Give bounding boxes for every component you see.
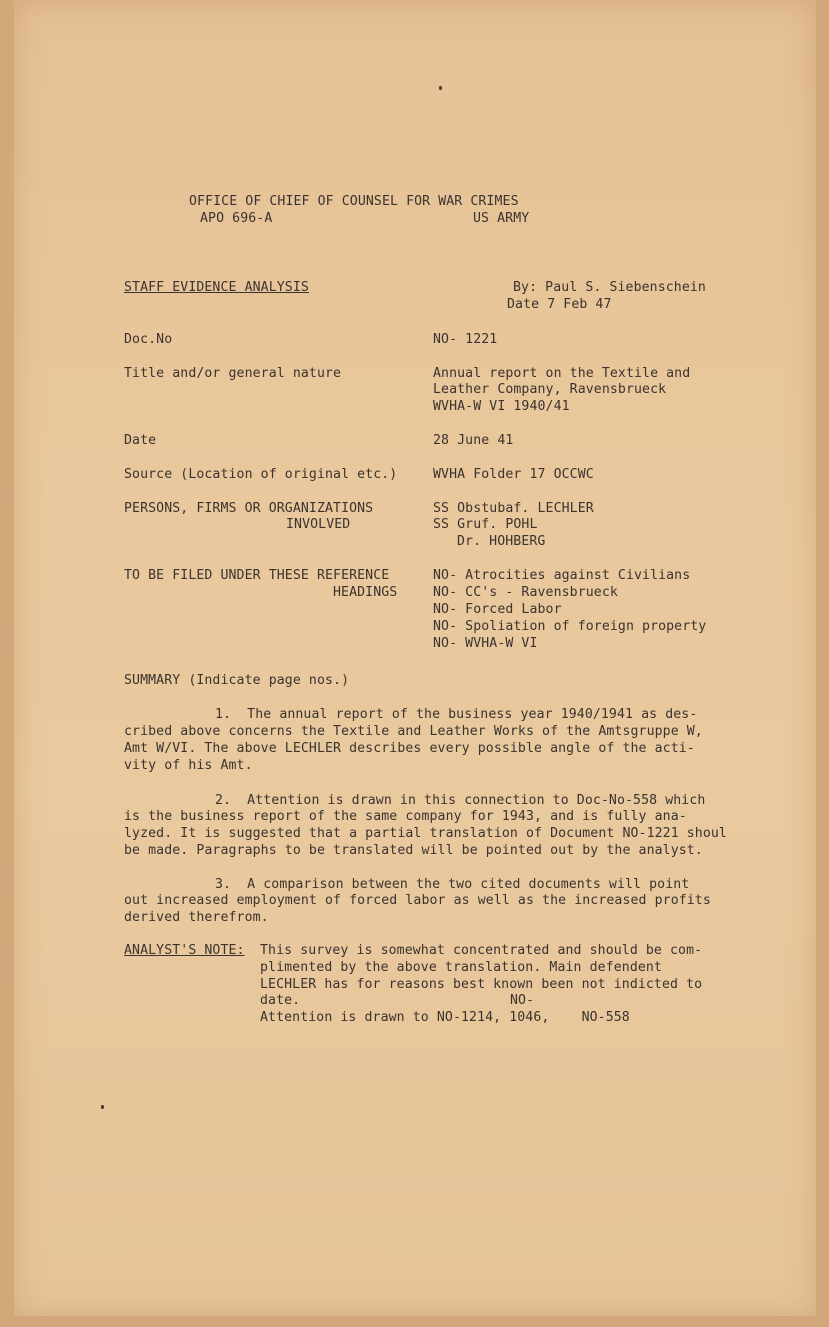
para-1-line-4: vity of his Amt. [124,758,253,773]
author-line: By: Paul S. Siebenschein [513,280,706,295]
label-persons-2: INVOLVED [286,517,351,532]
dot-mark [439,86,442,90]
value-date: 28 June 41 [433,433,514,448]
value-ref-3: NO- Forced Labor [433,602,562,617]
label-source: Source (Location of original etc.) [124,467,398,482]
label-title: Title and/or general nature [124,366,342,381]
para-1-line-1: 1. The annual report of the business year 1940/1941 as des- [215,707,698,722]
label-date: Date [124,433,157,448]
para-3-line-1: 3. A comparison between the two cited documents will point [215,877,690,892]
value-person-2: SS Gruf. POHL [433,517,538,532]
value-source: WVHA Folder 17 OCCWC [433,467,594,482]
para-1-line-3: Amt W/VI. The above LECHLER describes every possible angle of the acti- [124,741,695,756]
date-line: Date 7 Feb 47 [507,297,612,312]
para-3-line-2: out increased employment of forced labor as well as the increased profits [124,893,711,908]
value-title-3: WVHA-W VI 1940/41 [433,399,570,414]
header-army: US ARMY [473,211,530,226]
value-title-2: Leather Company, Ravensbrueck [433,382,667,397]
value-ref-2: NO- CC's - Ravensbrueck [433,585,618,600]
value-person-1: SS Obstubaf. LECHLER [433,501,594,516]
summary-label: SUMMARY (Indicate page nos.) [124,673,350,688]
label-persons-1: PERSONS, FIRMS OR ORGANIZATIONS [124,501,374,516]
value-ref-4: NO- Spoliation of foreign property [433,619,707,634]
header-line-1: OFFICE OF CHIEF OF COUNSEL FOR WAR CRIMES [189,194,519,209]
label-filed-1: TO BE FILED UNDER THESE REFERENCE [124,568,390,583]
para-2-line-2: is the business report of the same company for 1943, and is fully ana- [124,809,687,824]
label-doc-no: Doc.No [124,332,173,347]
para-1-line-2: cribed above concerns the Textile and Leather Works of the Amtsgruppe W, [124,724,703,739]
para-2-line-3: lyzed. It is suggested that a partial translation of Document NO-1221 shoul [124,826,727,841]
value-person-3: Dr. HOHBERG [457,534,546,549]
para-2-line-1: 2. Attention is drawn in this connection to Doc-No-558 which [215,793,706,808]
value-doc-no: NO- 1221 [433,332,498,347]
analyst-note-no: NO- [510,993,535,1008]
form-title: STAFF EVIDENCE ANALYSIS [124,280,309,295]
value-ref-5: NO- WVHA-W VI [433,636,538,651]
analyst-note-line-1: This survey is somewhat concentrated and should be com- [260,943,703,958]
header-apo: APO 696-A [200,211,273,226]
analyst-note-label: ANALYST'S NOTE: [124,943,245,958]
value-title-1: Annual report on the Textile and [433,366,691,381]
value-ref-1: NO- Atrocities against Civilians [433,568,691,583]
analyst-note-line-3: LECHLER has for reasons best known been not indicted to [260,977,703,992]
analyst-note-line-4: date. [260,993,301,1008]
dot-mark [101,1105,104,1109]
para-3-line-3: derived therefrom. [124,910,269,925]
para-2-line-4: be made. Paragraphs to be translated will be pointed out by the analyst. [124,843,703,858]
analyst-note-line-5: Attention is drawn to NO-1214, 1046, NO-558 [260,1010,630,1025]
analyst-note-line-2: plimented by the above translation. Main defendent [260,960,662,975]
label-filed-2: HEADINGS [333,585,398,600]
